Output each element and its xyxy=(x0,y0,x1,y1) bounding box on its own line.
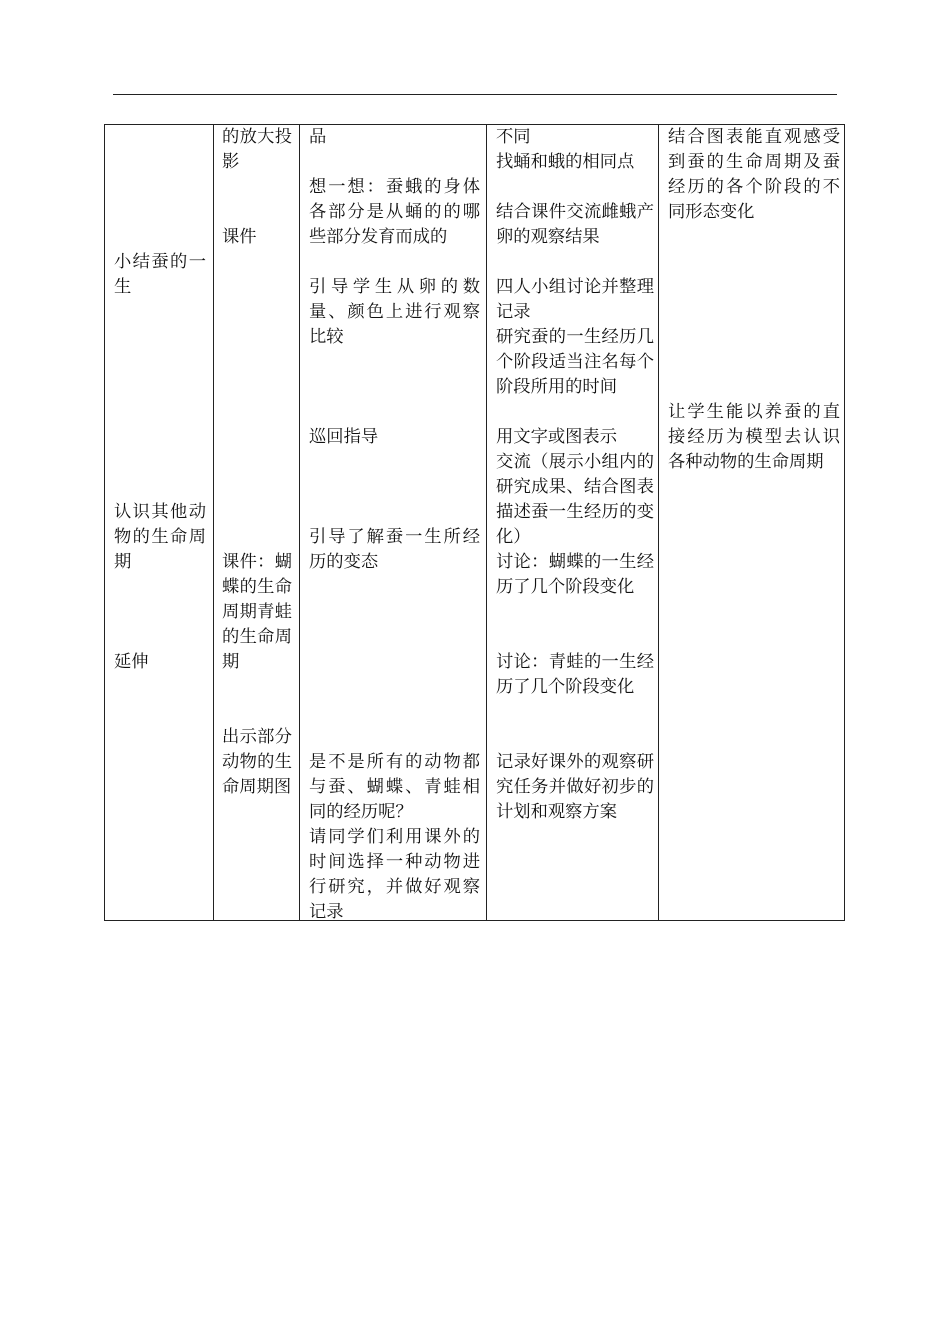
column-student xyxy=(487,125,659,920)
cell-text: 结合课件交流雌蛾产卵的观察结果 xyxy=(496,202,654,247)
column-intent xyxy=(659,125,844,920)
cell-text: 记录好课外的观察研究任务并做好初步的计划和观察方案 xyxy=(496,752,654,822)
cell-text: 课件：蝴蝶的生命周期青蛙的生命周期 xyxy=(222,552,292,672)
cell-text: 用文字或图表示 xyxy=(496,427,617,447)
cell-text: 请同学们利用课外的时间选择一种动物进行研究，并做好观察记录 xyxy=(309,827,480,922)
cell-text: 四人小组讨论并整理记录 xyxy=(496,277,654,322)
cell-text: 想一想：蚕蛾的身体各部分是从蛹的的哪些部分发育而成的 xyxy=(309,177,480,247)
cell-text: 出示部分动物的生命周期图 xyxy=(222,727,292,797)
cell-text: 巡回指导 xyxy=(309,427,379,447)
header-rule xyxy=(113,94,837,95)
cell-text: 讨论：蝴蝶的一生经历了几个阶段变化 xyxy=(496,552,654,597)
cell-text: 找蛹和蛾的相同点 xyxy=(496,152,635,172)
cell-text: 交流（展示小组内的研究成果、结合图表描述蚕一生经历的变化） xyxy=(496,452,654,547)
cell-text: 小结蚕的一生 xyxy=(114,252,206,297)
cell-text: 认识其他动物的生命周期 xyxy=(114,502,206,572)
cell-text: 结合图表能直观感受到蚕的生命周期及蚕经历的各个阶段的不同形态变化 xyxy=(668,127,840,222)
cell-text: 品 xyxy=(309,127,327,147)
column-teacher xyxy=(300,125,487,920)
cell-text: 研究蚕的一生经历几个阶段适当注名每个阶段所用的时间 xyxy=(496,327,654,397)
cell-text: 让学生能以养蚕的直接经历为模型去认识各种动物的生命周期 xyxy=(668,402,840,472)
column-materials xyxy=(214,125,300,920)
lesson-plan-table xyxy=(104,124,845,921)
cell-text: 引导了解蚕一生所经历的变态 xyxy=(309,527,480,572)
cell-text: 课件 xyxy=(222,227,257,247)
cell-text: 延伸 xyxy=(114,652,149,672)
cell-text: 是不是所有的动物都与蚕、蝴蝶、青蛙相同的经历呢？ xyxy=(309,752,480,822)
column-section xyxy=(105,125,214,920)
cell-text: 讨论：青蛙的一生经历了几个阶段变化 xyxy=(496,652,654,697)
cell-text: 引导学生从卵的数量、颜色上进行观察比较 xyxy=(309,277,480,347)
cell-text: 不同 xyxy=(496,127,531,147)
cell-text: 的放大投影 xyxy=(222,127,292,172)
